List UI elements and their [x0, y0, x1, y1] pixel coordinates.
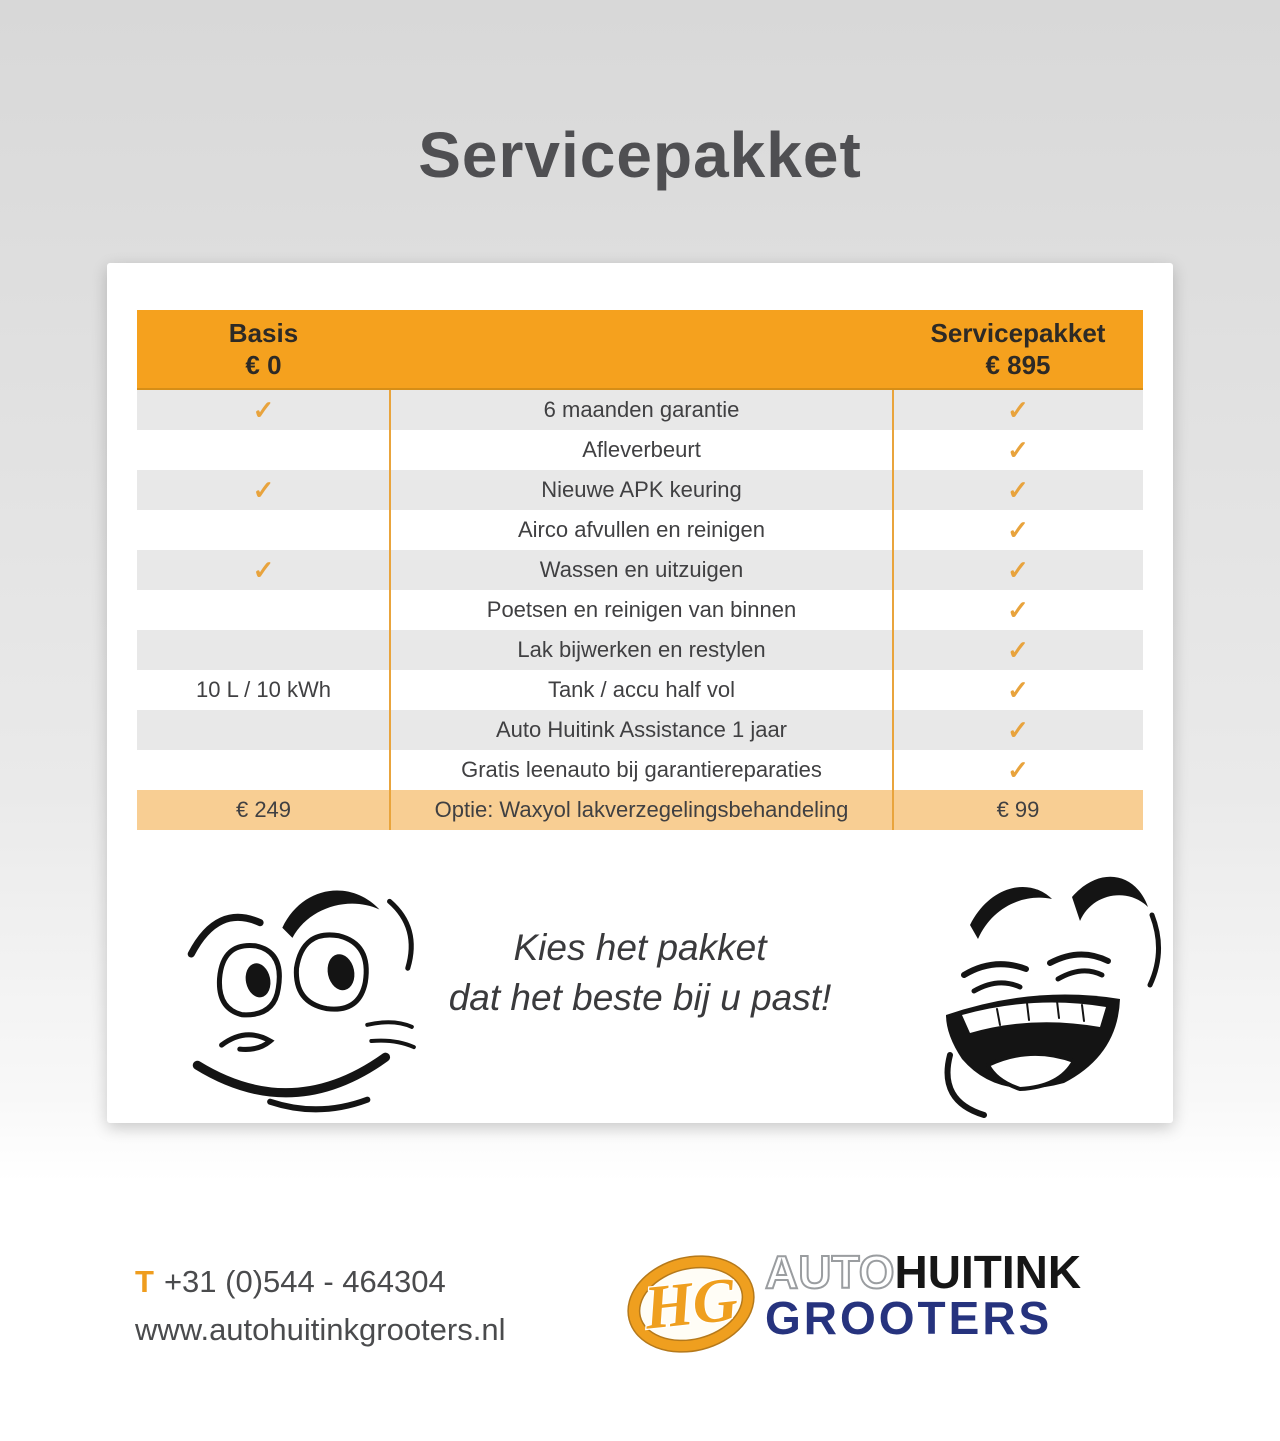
check-icon: ✓ [1007, 675, 1029, 705]
table-header [137, 310, 1143, 390]
service-cell: € 99 [996, 797, 1040, 822]
basis-cell [137, 550, 390, 590]
logo-word-auto: AUTO [765, 1246, 895, 1298]
check-icon: ✓ [252, 555, 275, 585]
check-icon: ✓ [1007, 595, 1029, 625]
basis-label: Basis [228, 317, 299, 348]
phone-icon: T [135, 1264, 154, 1299]
basis-cell: 10 L / 10 kWh [196, 677, 331, 702]
feature-cell: Airco afvullen en reinigen [517, 517, 766, 542]
service-cell [893, 670, 1143, 710]
feature-cell: Poetsen en reinigen van binnen [486, 597, 797, 622]
column-divider-right [892, 390, 894, 830]
check-icon: ✓ [1007, 435, 1029, 465]
service-cell [893, 710, 1143, 750]
logo-text [765, 1246, 1082, 1345]
basis-cell [137, 430, 390, 470]
service-cell [893, 590, 1143, 630]
table-row [137, 390, 1143, 430]
check-icon: ✓ [1007, 635, 1029, 665]
feature-cell: Afleverbeurt [582, 437, 701, 462]
website: www.autohuitinkgrooters.nl [135, 1312, 506, 1348]
basis-cell [137, 630, 390, 670]
check-icon: ✓ [1007, 755, 1029, 785]
header-servicepakket [893, 310, 1143, 388]
check-icon: ✓ [1007, 395, 1029, 425]
slogan [357, 923, 923, 1023]
logo-word-huitink: HUITINK [894, 1246, 1082, 1298]
phone-number: +31 (0)544 - 464304 [163, 1264, 446, 1299]
phone-line [135, 1258, 505, 1306]
table-row [137, 590, 1143, 630]
basis-cell [137, 590, 390, 630]
servicepakket-label: Servicepakket [930, 317, 1106, 348]
service-cell [893, 630, 1143, 670]
basis-cell [137, 470, 390, 510]
table-row [137, 790, 1143, 830]
service-cell [893, 430, 1143, 470]
laughing-face-icon [922, 863, 1162, 1118]
slogan-line-2: dat het beste bij u past! [448, 976, 832, 1018]
basis-cell [137, 710, 390, 750]
basis-cell [137, 390, 390, 430]
service-cell [893, 510, 1143, 550]
page-title: Servicepakket [418, 119, 862, 191]
header-spacer [390, 310, 893, 388]
table-row [137, 750, 1143, 790]
hg-emblem-icon [625, 1248, 757, 1360]
table-row [137, 710, 1143, 750]
logo-line-1 [765, 1246, 1082, 1298]
hg-emblem-text: HG [641, 1265, 741, 1343]
table-row [137, 470, 1143, 510]
table-row [137, 430, 1143, 470]
check-icon: ✓ [1007, 515, 1029, 545]
service-cell [893, 390, 1143, 430]
table-rows [137, 390, 1143, 830]
feature-cell: 6 maanden garantie [543, 397, 740, 422]
slogan-line-1: Kies het pakket [513, 927, 767, 968]
feature-cell: Optie: Waxyol lakverzegelingsbehandeling [434, 797, 849, 822]
servicepakket-price: € 895 [985, 350, 1051, 380]
comparison-table [137, 310, 1143, 830]
table-row [137, 630, 1143, 670]
check-icon: ✓ [1007, 475, 1029, 505]
check-icon: ✓ [252, 475, 275, 505]
check-icon: ✓ [1007, 555, 1029, 585]
header-basis [137, 310, 390, 388]
feature-cell: Auto Huitink Assistance 1 jaar [495, 717, 788, 742]
basis-cell: € 249 [235, 797, 292, 822]
servicepakket-card [107, 263, 1173, 1123]
check-icon: ✓ [1007, 715, 1029, 745]
feature-cell: Nieuwe APK keuring [541, 477, 742, 502]
company-logo [625, 1248, 1081, 1360]
check-icon: ✓ [252, 395, 275, 425]
contact-block [135, 1258, 505, 1354]
service-cell [893, 470, 1143, 510]
table-row [137, 550, 1143, 590]
basis-cell [137, 750, 390, 790]
service-cell [893, 750, 1143, 790]
table-row [137, 670, 1143, 710]
column-divider-left [389, 390, 391, 830]
service-cell [893, 550, 1143, 590]
basis-price: € 0 [245, 350, 282, 380]
feature-cell: Gratis leenauto bij garantiereparaties [461, 757, 822, 782]
table-row [137, 510, 1143, 550]
logo-word-grooters: GROOTERS [765, 1292, 1053, 1345]
feature-cell: Wassen en uitzuigen [539, 557, 744, 582]
basis-cell [137, 510, 390, 550]
feature-cell: Lak bijwerken en restylen [517, 637, 766, 662]
feature-cell: Tank / accu half vol [547, 677, 736, 702]
